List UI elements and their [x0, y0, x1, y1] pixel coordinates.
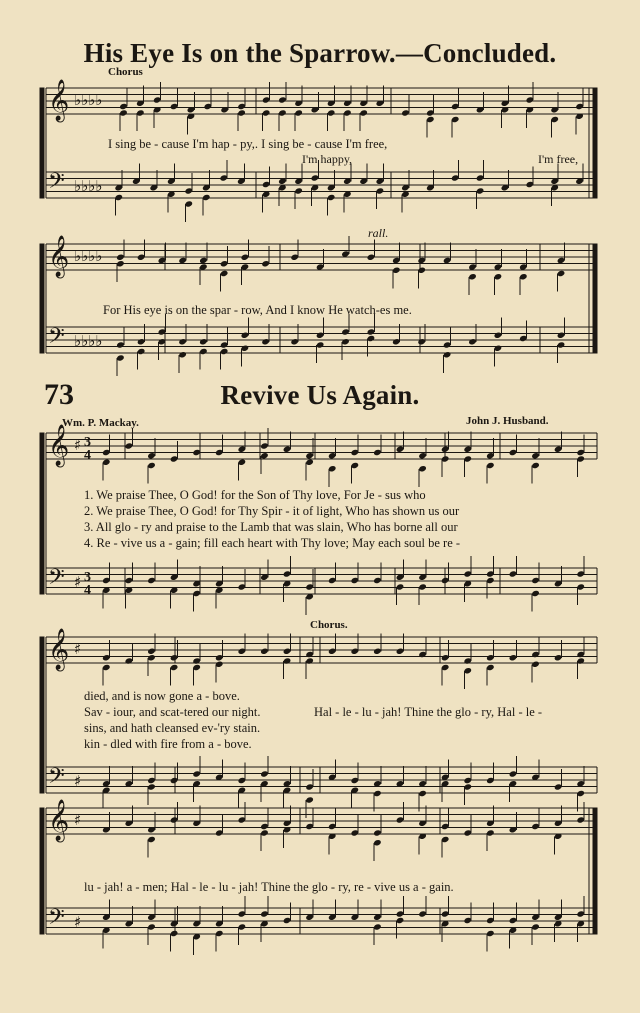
sys2-note: [443, 243, 452, 265]
time-sig-bottom-bass: 4: [84, 583, 91, 598]
sys3-note: [509, 435, 518, 457]
lyric-line-s1-1: I sing be - cause I'm hap - py,. I sing be - cause I'm free,: [108, 137, 388, 151]
sys2-note: [220, 246, 229, 292]
sys3-bass-note: [305, 569, 314, 615]
sys3-bass-note: [260, 559, 269, 581]
sys3-brace: [40, 433, 44, 594]
sys3-note: [170, 441, 179, 463]
verse-3-line-2: sins, and hath cleansed ev-'ry stain.: [84, 721, 261, 735]
sys1-bass-note: [359, 163, 368, 185]
sys3-bass-note: [328, 563, 337, 585]
sys1-note: [204, 89, 213, 111]
sys5-bass-note: [102, 899, 111, 948]
sys4-note: [125, 766, 134, 788]
sys1-bass-note: [149, 170, 158, 192]
sys2-bass-note: [367, 314, 376, 357]
sys4-note: [305, 637, 314, 680]
sys4-note: [260, 756, 269, 802]
sys1-note: [220, 92, 229, 114]
sys5-note: [215, 815, 224, 837]
sys5-note: [531, 809, 540, 831]
time-sig-top: 3: [84, 435, 91, 450]
sys4-note: [418, 637, 427, 659]
sys5-note: [147, 812, 156, 858]
sys1-note: [476, 92, 485, 114]
sys5-bass-note: [463, 903, 472, 925]
sys5-note: [351, 815, 360, 837]
sys5-bass-note: [283, 903, 292, 925]
sys5-bass-note: [305, 899, 314, 921]
sys1-note: [262, 82, 271, 131]
sys1-bass-note: [202, 170, 211, 216]
sys2-key-sig-treble: ♭♭♭♭: [74, 247, 103, 265]
sys3-note: [283, 431, 292, 453]
sys5-bass-clef: 𝄢: [48, 905, 65, 935]
sys5-note: [102, 812, 111, 834]
sys1-bass-note: [114, 170, 123, 216]
sys1-note: [343, 85, 352, 131]
sys4-note: [125, 643, 134, 665]
sys4-note: [147, 763, 156, 806]
sys4-note: [238, 763, 247, 809]
sys3-bass-note: [463, 556, 472, 602]
sys3-note: [576, 435, 585, 478]
sys4-note: [509, 756, 518, 802]
sys1-bass-clef: 𝄢: [48, 169, 65, 199]
sys2-note: [557, 243, 566, 292]
sys5-note: [396, 802, 405, 824]
sys5-bass-note: [147, 899, 156, 945]
sys2-note: [417, 243, 426, 289]
sys3-bass-note: [554, 566, 563, 588]
sys5-note: [441, 809, 450, 858]
sys5-bass-note: [509, 903, 518, 949]
sys5-bass-note: [441, 896, 450, 942]
sys2-bass-note: [494, 317, 503, 366]
sys1-bass: [46, 172, 597, 198]
sys1-brace: [40, 88, 44, 198]
sys1-bass-note: [237, 163, 246, 185]
sys2-brace: [40, 244, 44, 353]
sys1-note: [401, 95, 410, 117]
lyric-bass-free: I'm free,: [538, 152, 579, 166]
sys1-bass-note: [167, 163, 176, 212]
sys4-note: [396, 766, 405, 788]
sys1-bass-note: [262, 167, 271, 213]
sys1-note: [575, 89, 584, 135]
sys1-key-sig-treble: ♭♭♭♭: [74, 91, 103, 109]
hymn-number: 73: [44, 378, 74, 411]
sys3-bass-note: [373, 563, 382, 585]
section1-title: His Eye Is on the Sparrow.—Concluded.: [83, 38, 557, 68]
sys5-bass-note: [170, 906, 179, 952]
sys2-treble-clef: 𝄞: [48, 236, 70, 277]
sys4-key-sig-bass: ♯: [74, 772, 82, 790]
sys2-key-sig-bass: ♭♭♭♭: [74, 332, 103, 350]
sys3-bass-note: [509, 556, 518, 578]
sys4-note: [192, 643, 201, 686]
sys2-bass-clef: 𝄢: [48, 324, 65, 354]
sys5-note: [283, 805, 292, 848]
sys3-key-sig-treble: ♯: [74, 436, 82, 454]
sys2-note: [341, 236, 350, 258]
sys2-note: [241, 239, 250, 285]
sys5-bass-note: [396, 896, 405, 939]
sys1-note: [550, 92, 559, 138]
sys1-note: [327, 85, 336, 131]
sys5-bass-note: [576, 896, 585, 942]
sys5-note: [509, 812, 518, 834]
sys2-note: [392, 243, 401, 289]
sys4-note: [373, 766, 382, 812]
sys3-bass-note: [147, 563, 156, 585]
sys3-note: [486, 438, 495, 484]
sys4-note: [531, 759, 540, 781]
sys3-bass-clef: 𝄢: [48, 565, 65, 595]
sys2-bass-note: [178, 324, 187, 373]
sys3-treble-clef: 𝄞: [48, 425, 70, 466]
sys3-note: [396, 431, 405, 453]
sys3-bass-note: [396, 559, 405, 605]
sys5-note: [418, 805, 427, 854]
sys4-note: [351, 763, 360, 809]
sys1-bass-note: [343, 163, 352, 212]
sys1-key-sig-bass: ♭♭♭♭: [74, 177, 103, 195]
sys4-note: [463, 763, 472, 806]
composer-credit: John J. Husband.: [466, 415, 549, 427]
sys4-treble-clef: 𝄞: [48, 629, 70, 670]
sys3-key-sig-bass: ♯: [74, 573, 82, 591]
sys2-note: [178, 243, 187, 265]
sys3-bass-note: [486, 556, 495, 599]
sys1-note: [501, 85, 510, 128]
sys2-bass-note: [116, 327, 125, 376]
time-sig-bottom: 4: [84, 448, 91, 463]
sys1-bass-note: [294, 163, 303, 209]
sys3-note: [418, 438, 427, 487]
verse-4-line-2: kin - dled with fire from a - bove.: [84, 737, 252, 751]
sys4-note: [215, 759, 224, 781]
verse-1-line-1: 1. We praise Thee, O God! for the Son of Thy love, For Je - sus who: [84, 488, 426, 502]
sys3-note: [192, 435, 201, 457]
verse-1-line-2: died, and is now gone a - bove.: [84, 689, 240, 703]
final-barline-2: [593, 808, 597, 934]
sys5-bass-note: [373, 899, 382, 945]
sys1-bass-note: [376, 163, 385, 209]
sys2-note: [494, 249, 503, 295]
sys4-note: [576, 637, 585, 680]
sys5-key-sig-treble: ♯: [74, 811, 82, 829]
sys1-bass-note: [132, 163, 141, 185]
sys2-note: [116, 239, 125, 282]
sys5-bass-note: [531, 899, 540, 945]
sys2-note: [468, 249, 477, 295]
sys4-brace: [40, 637, 44, 793]
sys1-note: [294, 85, 303, 131]
sys5-note: [125, 805, 134, 827]
chorus-lyric-2: lu - jah! a - men; Hal - le - lu - jah! Thine the glo - ry, re - vive us a - gain.: [84, 880, 454, 894]
sys4-note: [418, 766, 427, 812]
lyric-line-s1-2: For His eye is on the spar - row, And I know He watch-es me.: [103, 303, 412, 317]
sys3-note: [125, 428, 134, 450]
sys2-bass: [46, 327, 597, 353]
sys2-note: [519, 249, 528, 295]
sys3-note: [554, 431, 563, 453]
verse-2-line-2: Sav - iour, and scat-tered our night.: [84, 705, 261, 719]
sys1-note: [136, 85, 145, 131]
sys4-note: [328, 759, 337, 781]
verse-3-line-1: 3. All glo - ry and praise to the Lamb that was slain, Who has borne all our: [84, 520, 458, 534]
sys3-note: [463, 431, 472, 477]
sys4-note: [215, 640, 224, 683]
sys1-note: [376, 85, 385, 107]
sys5-note: [328, 809, 337, 855]
sys3-note: [147, 438, 156, 484]
sys1-bass-note: [501, 170, 510, 192]
sys5-note: [192, 805, 201, 827]
sys1-note: [153, 82, 162, 128]
sys3-note: [531, 438, 540, 484]
time-sig-top-bass: 3: [84, 570, 91, 585]
sys3-bass-note: [283, 556, 292, 602]
sys5-bass-note: [215, 906, 224, 952]
sys3-bass-note: [170, 559, 179, 608]
section2-title: Revive Us Again.: [220, 380, 420, 410]
sys2-note: [158, 243, 167, 265]
sys3-note: [238, 431, 247, 480]
sys1-note: [187, 92, 196, 135]
sys1-note: [311, 92, 320, 114]
chorus-label-2: Chorus.: [310, 619, 348, 631]
sys3-bass-note: [102, 563, 111, 609]
sys1-note: [278, 82, 287, 131]
sys1-bass-note: [451, 160, 460, 182]
author-credit: Wm. P. Mackay.: [62, 417, 139, 429]
lyric-bass-happy: I'm happy,: [302, 152, 353, 166]
sys5-key-sig-bass: ♯: [74, 913, 82, 931]
sys5-bass-note: [125, 906, 134, 928]
sys5-bass-note: [192, 906, 201, 955]
sys3-note: [373, 435, 382, 457]
verse-2-line-1: 2. We praise Thee, O God! for Thy Spir - it of light, Who has shown us our: [84, 504, 460, 518]
final-barline-0: [593, 88, 597, 198]
sys3-note: [260, 428, 269, 474]
sys4-note: [147, 633, 156, 676]
sys1-note: [170, 89, 179, 111]
sys1-note: [451, 89, 460, 138]
sys1-bass-note: [526, 167, 535, 189]
sys5-brace: [40, 808, 44, 934]
sys1-note: [526, 82, 535, 128]
sys3-note: [102, 435, 111, 481]
sys3-bass-note: [351, 563, 360, 585]
sys1-bass-note: [327, 170, 336, 216]
sys5-note: [373, 815, 382, 861]
sys1-bass-note: [219, 160, 228, 182]
sys5-treble-clef: 𝄞: [48, 800, 70, 841]
sys2-bass-note: [241, 317, 250, 366]
sys5-note: [463, 815, 472, 837]
sys5-bass-note: [351, 899, 360, 921]
sys5-note: [554, 805, 563, 854]
rall-marking: rall.: [368, 226, 389, 240]
sys5: [40, 808, 597, 934]
sys1-bass-note: [426, 170, 435, 192]
sys1-treble-clef: 𝄞: [48, 80, 70, 121]
sys1-treble: [46, 88, 597, 114]
sys5-bass-note: [418, 896, 427, 918]
sys4-bass: [46, 767, 597, 793]
sys2-note: [316, 249, 325, 271]
sys4-key-sig-treble: ♯: [74, 640, 82, 658]
sys2-bass-note: [519, 321, 528, 343]
sys3-note: [328, 438, 337, 487]
sys5-bass-note: [328, 899, 337, 921]
verse-4-line-1: 4. Re - vive us a - gain; fill each heart with Thy love; May each soul be re -: [84, 536, 461, 550]
sys5-note: [486, 805, 495, 851]
sys1-note: [359, 85, 368, 131]
sys3-bass-note: [125, 563, 134, 609]
sys3-note: [215, 435, 224, 457]
chorus-lyric-1: Hal - le - lu - jah! Thine the glo - ry, Hal - le -: [314, 705, 543, 719]
sys4-note: [192, 756, 201, 802]
sys3-bass-note: [238, 569, 247, 591]
final-barline-1: [593, 244, 597, 353]
sys4-bass-clef: 𝄢: [48, 764, 65, 794]
sys3-bass-note: [418, 559, 427, 605]
sys5-bass-note: [260, 896, 269, 942]
chorus-label-1: Chorus: [108, 66, 143, 78]
sys5-note: [170, 802, 179, 824]
